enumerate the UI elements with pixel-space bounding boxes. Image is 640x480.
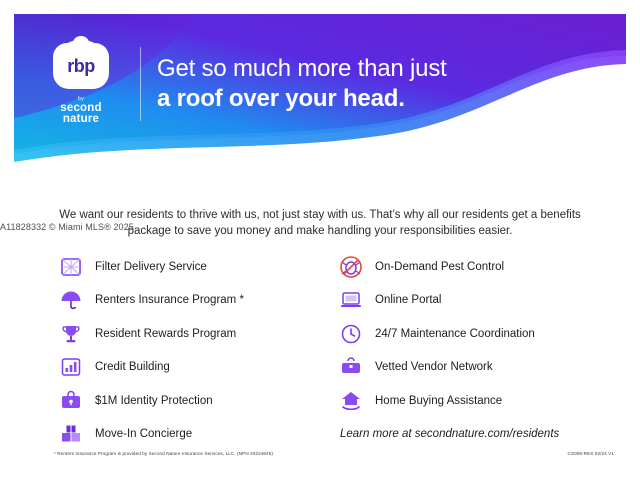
benefit-item bbox=[58, 388, 338, 414]
house-hand-icon bbox=[338, 388, 364, 414]
benefit-label: Credit Building bbox=[95, 361, 170, 374]
benefit-label: Vetted Vendor Network bbox=[375, 361, 493, 374]
clock-icon bbox=[338, 321, 364, 347]
footnote-code: CS008-RES 02/24 V1 bbox=[567, 451, 614, 456]
footnote-disclaimer: * Renters Insurance Program is provided by Second Nature Insurance Services, LLC. (NPN 20224625) bbox=[54, 451, 273, 456]
benefit-item bbox=[338, 287, 604, 313]
header-content bbox=[14, 14, 626, 154]
benefit-label: On-Demand Pest Control bbox=[375, 260, 505, 273]
header-banner bbox=[14, 14, 626, 169]
logo-badge-shape bbox=[53, 43, 109, 89]
logo-by-label: by bbox=[77, 96, 85, 102]
benefit-label: Online Portal bbox=[375, 294, 442, 307]
trophy-icon bbox=[58, 321, 84, 347]
headline-line-1: Get so much more than just bbox=[157, 55, 447, 82]
header-divider bbox=[140, 47, 141, 121]
air-filter-icon bbox=[58, 254, 84, 280]
credit-chart-icon bbox=[58, 354, 84, 380]
umbrella-icon bbox=[58, 287, 84, 313]
boxes-icon bbox=[58, 421, 84, 447]
benefit-item bbox=[338, 388, 604, 414]
headline bbox=[157, 54, 447, 114]
benefit-label: $1M Identity Protection bbox=[95, 394, 213, 407]
no-pest-icon bbox=[338, 254, 364, 280]
benefit-label: 24/7 Maintenance Coordination bbox=[375, 327, 535, 340]
logo-mark-text: rbp bbox=[67, 55, 95, 76]
intro-paragraph: We want our residents to thrive with us, not just stay with us. That’s why all our residents get a benefits package to save you money and make handling your responsibilities easier. bbox=[59, 209, 581, 237]
benefit-label: Renters Insurance Program * bbox=[95, 294, 244, 307]
benefit-item bbox=[58, 354, 338, 380]
benefit-item bbox=[58, 421, 338, 447]
benefit-item bbox=[58, 254, 338, 280]
logo-brand-line1: second bbox=[60, 102, 102, 114]
benefits-grid bbox=[58, 250, 604, 451]
benefit-item bbox=[58, 287, 338, 313]
benefit-item bbox=[338, 254, 604, 280]
benefit-item bbox=[58, 321, 338, 347]
benefit-label: Home Buying Assistance bbox=[375, 394, 503, 407]
logo-brand-line2: nature bbox=[62, 113, 100, 125]
benefit-item bbox=[338, 354, 604, 380]
slide-canvas bbox=[14, 14, 626, 466]
lock-briefcase-icon bbox=[58, 388, 84, 414]
learn-more-text: Learn more at secondnature.com/residents bbox=[340, 428, 560, 441]
benefit-label: Move-In Concierge bbox=[95, 428, 193, 441]
benefit-label: Filter Delivery Service bbox=[95, 260, 207, 273]
benefit-label: Resident Rewards Program bbox=[95, 327, 237, 340]
mls-watermark: A11828332 © Miami MLS® 2025 bbox=[0, 222, 134, 232]
laptop-icon bbox=[338, 287, 364, 313]
benefit-item bbox=[338, 321, 604, 347]
rbp-logo bbox=[14, 43, 140, 125]
headline-line-2: a roof over your head. bbox=[157, 85, 405, 112]
toolbox-icon bbox=[338, 354, 364, 380]
